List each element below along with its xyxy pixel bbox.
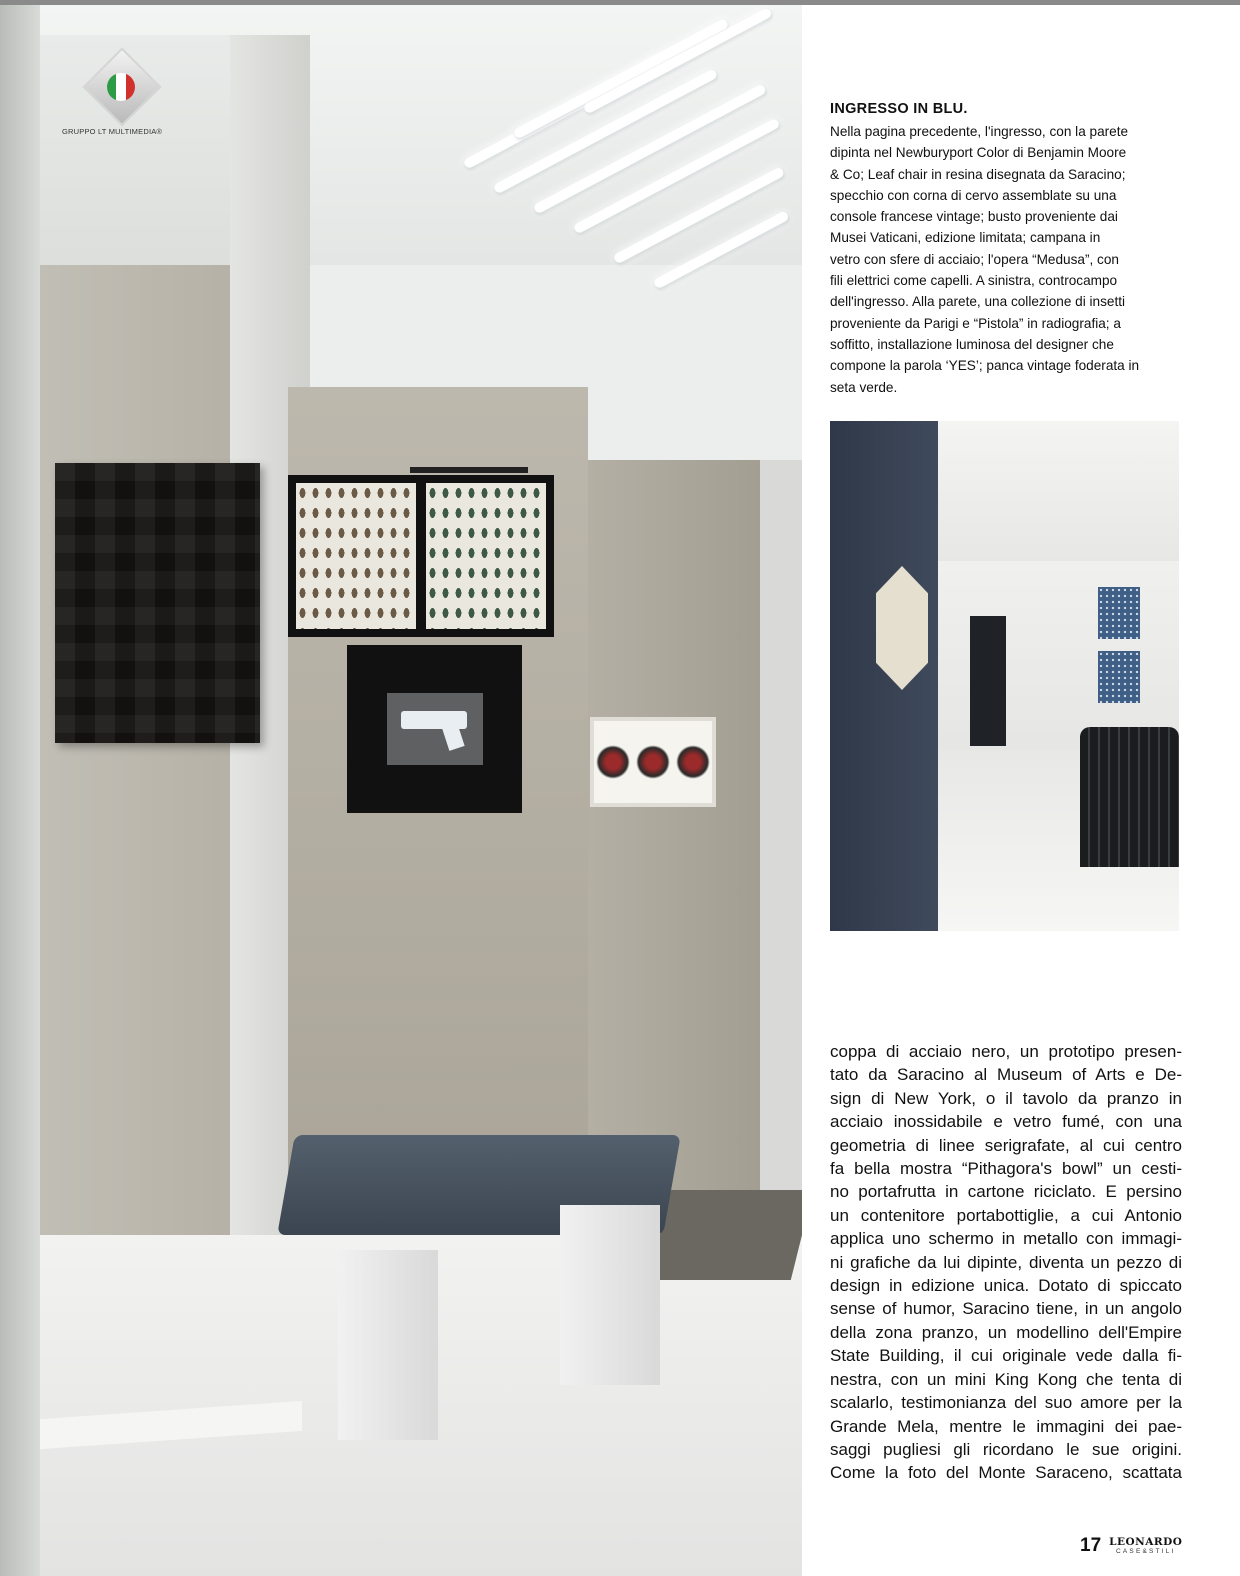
caption-line: Musei Vaticani, edizione limitata; campana in: [830, 230, 1101, 246]
caption-line: seta verde.: [830, 379, 898, 395]
body-line: saggi pugliesi gli ricordano le sue origini.: [830, 1439, 1182, 1459]
yes-light-installation: [455, 10, 800, 300]
rug: [649, 1190, 802, 1280]
body-line: fa bella mostra “Pithagora's bowl” un cesti-: [830, 1159, 1182, 1179]
left-wall: [0, 5, 40, 1576]
page-number: 17: [1080, 1535, 1102, 1556]
body-line: design in edizione unica. Dotato di spiccato: [830, 1276, 1182, 1296]
body-line: coppa di acciaio nero, un prototipo presen-: [830, 1042, 1182, 1061]
caption-line: dipinta nel Newburyport Color di Benjamin Moore: [830, 145, 1127, 161]
medusa-artwork-frame: [590, 717, 716, 807]
body-line: un contenitore portabottiglie, a cui Antonio: [830, 1205, 1182, 1225]
body-line: scalarlo, testimonianza del suo amore per la: [830, 1393, 1182, 1413]
body-line: sense of humor, Saracino tiene, in un angolo: [830, 1299, 1182, 1319]
italian-flag-icon: [107, 73, 135, 101]
body-line: no portafrutta in cartone riciclato. E persino: [830, 1182, 1182, 1202]
caption-line: & Co; Leaf chair in resina disegnata da Saracino;: [830, 166, 1126, 182]
leaf-chair: [1080, 727, 1179, 867]
body-line: State Building, il cui originale vede dalla fi-: [830, 1346, 1182, 1366]
flag-white: [116, 73, 125, 101]
caption-body: [830, 121, 1175, 398]
logo-text: GRUPPO LT MULTIMEDIA®: [62, 127, 163, 136]
caption-line: compone la parola ‘YES’; panca vintage foderata in: [830, 358, 1140, 374]
body-line: Grande Mela, mentre le immagini dei pae-: [830, 1416, 1182, 1436]
publication-subtitle: CASE&STILI: [1115, 1548, 1176, 1555]
blue-tile-artwork: [1098, 587, 1140, 639]
body-line: nestra, con un mini King Kong che tenta di: [830, 1369, 1182, 1389]
blue-tile-artwork: [1098, 651, 1140, 703]
body-line: della zona pranzo, un modellino dell'Empire: [830, 1322, 1182, 1342]
medusa-disc: [676, 745, 710, 779]
caption-line: dell'ingresso. Alla parete, una collezione di insetti: [830, 294, 1126, 310]
caption-line: specchio con corna di cervo assemblate su una: [830, 187, 1117, 203]
page-footer: [1080, 1536, 1182, 1556]
pistola-xray-frame: [347, 645, 522, 813]
insect-panel: [426, 483, 546, 629]
black-block-sculpture: [55, 463, 260, 743]
caption-line: Nella pagina precedente, l'ingresso, con la parete: [830, 124, 1129, 139]
blue-wall: [830, 421, 938, 931]
medusa-disc: [636, 745, 670, 779]
caption-line: console francese vintage; busto proveniente dai: [830, 209, 1118, 225]
body-line: tato da Saracino al Museum of Arts e De-: [830, 1065, 1182, 1085]
xray-screen: [387, 693, 483, 765]
publication-logo: [1109, 1537, 1182, 1556]
publisher-logo: [62, 53, 192, 143]
insect-collection-frame: [288, 475, 554, 637]
body-text: [830, 1040, 1182, 1485]
body-line: acciaio inossidabile e vetro fumé, con una: [830, 1112, 1182, 1132]
medusa-disc: [596, 745, 630, 779]
light-tube: [613, 166, 785, 264]
picture-lamp: [410, 467, 528, 473]
publication-name: LEONARDO: [1109, 1536, 1183, 1548]
caption-title: INGRESSO IN BLU.: [830, 101, 968, 117]
caption-line: soffitto, installazione luminosa del designer che: [830, 336, 1114, 352]
body-line: Come la foto del Monte Saraceno, scattata: [830, 1463, 1182, 1483]
caption-line: vetro con sfere di acciaio; l'opera “Medusa”, con: [830, 251, 1119, 267]
caption-line: proveniente da Parigi e “Pistola” in radiografia; a: [830, 315, 1121, 331]
corridor-photo: [830, 421, 1179, 931]
insect-panel: [296, 483, 416, 629]
body-line: applica uno schermo in metallo con immagi-: [830, 1229, 1182, 1249]
body-line: ni grafiche da lui dipinte, diventa un pezzo di: [830, 1252, 1182, 1272]
caption-line: fili elettrici come capelli. A sinistra, controcampo: [830, 273, 1118, 289]
body-line: geometria di linee serigrafate, al cui centro: [830, 1135, 1182, 1155]
bench-leg: [338, 1250, 438, 1440]
body-line: sign di New York, o il tavolo da pranzo in: [830, 1088, 1182, 1108]
corridor-door: [970, 616, 1006, 746]
main-photo-entrance: [0, 5, 802, 1576]
bench-leg: [560, 1205, 660, 1385]
